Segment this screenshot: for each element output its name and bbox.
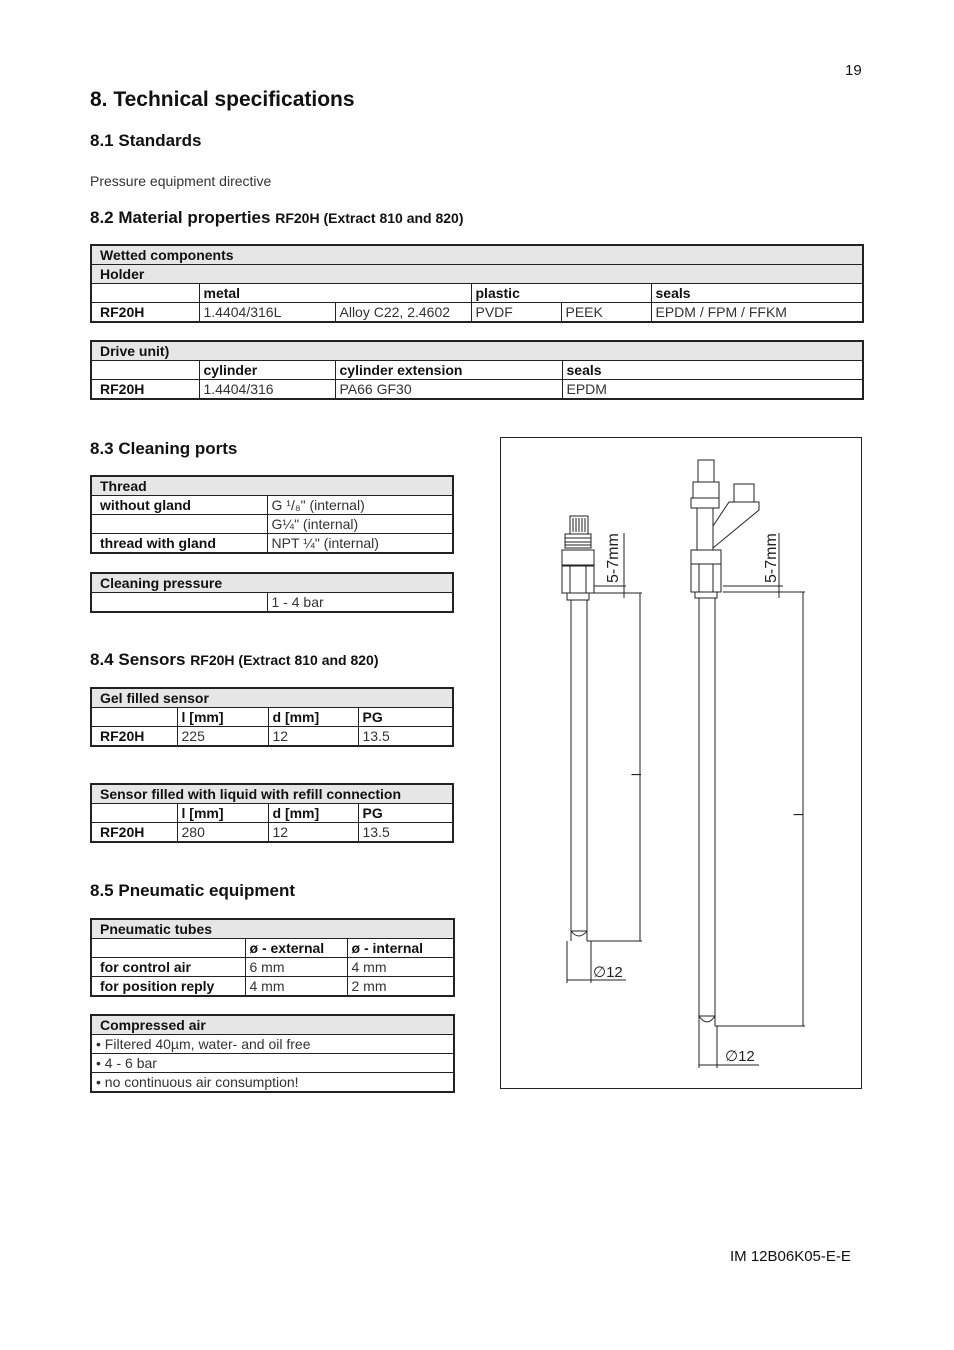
table-cell: 280 bbox=[177, 823, 268, 843]
col-diameter: d [mm] bbox=[268, 708, 358, 727]
liquid-title: Sensor filled with liquid with refill connection bbox=[91, 784, 453, 804]
col-seals: seals bbox=[651, 284, 863, 303]
air-title: Compressed air bbox=[91, 1015, 454, 1035]
pressure-title: Cleaning pressure bbox=[91, 573, 453, 593]
table-cell: NPT ¼" (internal) bbox=[267, 534, 453, 554]
thread-title: Thread bbox=[91, 476, 453, 496]
table-cell: 12 bbox=[268, 727, 358, 747]
page-number: 19 bbox=[845, 62, 862, 79]
col-cylinder-extension: cylinder extension bbox=[335, 361, 562, 380]
sensor-drawing bbox=[500, 437, 862, 1089]
right-cap-shape bbox=[698, 460, 714, 482]
col-seals: seals bbox=[562, 361, 863, 380]
col-internal: ø - internal bbox=[347, 939, 454, 958]
pneumatic-tubes-table bbox=[90, 918, 455, 997]
table-cell: 2 mm bbox=[347, 977, 454, 997]
row-label: without gland bbox=[91, 496, 267, 515]
thread-table bbox=[90, 475, 454, 554]
wetted-components-table bbox=[90, 244, 864, 323]
table-cell: 13.5 bbox=[358, 823, 453, 843]
tubes-title: Pneumatic tubes bbox=[91, 919, 454, 939]
standards-text: Pressure equipment directive bbox=[90, 173, 272, 189]
table-cell: PEEK bbox=[561, 303, 651, 323]
table-cell: 225 bbox=[177, 727, 268, 747]
heading-cleaning-ports: 8.3 Cleaning ports bbox=[90, 439, 238, 458]
heading-pneumatic-equipment: 8.5 Pneumatic equipment bbox=[90, 881, 295, 900]
document-id: IM 12B06K05-E-E bbox=[730, 1248, 851, 1265]
col-cylinder: cylinder bbox=[199, 361, 335, 380]
heading-standards: 8.1 Standards bbox=[90, 131, 202, 150]
row-label: RF20H bbox=[91, 303, 199, 323]
right-dimension-label: 5-7mm bbox=[763, 533, 780, 583]
row-label: for position reply bbox=[91, 977, 245, 997]
row-label: thread with gland bbox=[91, 534, 267, 554]
table-cell: 12 bbox=[268, 823, 358, 843]
col-length: l [mm] bbox=[177, 708, 268, 727]
col-metal: metal bbox=[199, 284, 471, 303]
drive-title: Drive unit) bbox=[91, 341, 863, 361]
heading-material-properties: 8.2 Material properties RF20H (Extract 810 and 820) bbox=[90, 208, 464, 227]
table-cell: 6 mm bbox=[245, 958, 347, 977]
gel-sensor-table bbox=[90, 687, 454, 747]
row-label: RF20H bbox=[91, 727, 177, 747]
table-cell: 4 mm bbox=[245, 977, 347, 997]
table-cell: 1.4404/316L bbox=[199, 303, 335, 323]
col-pg: PG bbox=[358, 708, 453, 727]
gel-title: Gel filled sensor bbox=[91, 688, 453, 708]
table-cell: G ¹/₈" (internal) bbox=[267, 496, 453, 515]
compressed-air-table bbox=[90, 1014, 455, 1093]
list-item: • 4 - 6 bar bbox=[91, 1054, 454, 1073]
table-cell: EPDM bbox=[562, 380, 863, 400]
right-diameter-label: ∅12 bbox=[725, 1048, 755, 1065]
left-diameter-label: ∅12 bbox=[593, 964, 623, 981]
sensor-drawing-svg bbox=[501, 438, 861, 1088]
liquid-sensor-table bbox=[90, 783, 454, 843]
left-dimension-label: 5-7mm bbox=[605, 533, 622, 583]
row-label bbox=[91, 515, 267, 534]
row-label: for control air bbox=[91, 958, 245, 977]
row-label: RF20H bbox=[91, 823, 177, 843]
right-length-label: l bbox=[791, 813, 806, 816]
table-cell: 13.5 bbox=[358, 727, 453, 747]
col-plastic: plastic bbox=[471, 284, 651, 303]
col-diameter: d [mm] bbox=[268, 804, 358, 823]
left-length-label: l bbox=[629, 773, 644, 776]
heading-sensors: 8.4 Sensors RF20H (Extract 810 and 820) bbox=[90, 650, 379, 669]
table-cell: EPDM / FPM / FFKM bbox=[651, 303, 863, 323]
table-cell: 4 mm bbox=[347, 958, 454, 977]
page-title: 8. Technical specifications bbox=[90, 88, 355, 111]
list-item: • no continuous air consumption! bbox=[91, 1073, 454, 1093]
table-cell: 1.4404/316 bbox=[199, 380, 335, 400]
cleaning-pressure-table bbox=[90, 572, 454, 613]
col-pg: PG bbox=[358, 804, 453, 823]
table-cell: G¼" (internal) bbox=[267, 515, 453, 534]
table-cell: Alloy C22, 2.4602 bbox=[335, 303, 471, 323]
col-length: l [mm] bbox=[177, 804, 268, 823]
wetted-title: Wetted components bbox=[91, 245, 863, 265]
holder-title: Holder bbox=[91, 265, 863, 284]
drive-unit-table bbox=[90, 340, 864, 400]
list-item: • Filtered 40µm, water- and oil free bbox=[91, 1035, 454, 1054]
col-external: ø - external bbox=[245, 939, 347, 958]
table-cell: PVDF bbox=[471, 303, 561, 323]
row-label: RF20H bbox=[91, 380, 199, 400]
table-cell: PA66 GF30 bbox=[335, 380, 562, 400]
table-cell: 1 - 4 bar bbox=[267, 593, 453, 613]
